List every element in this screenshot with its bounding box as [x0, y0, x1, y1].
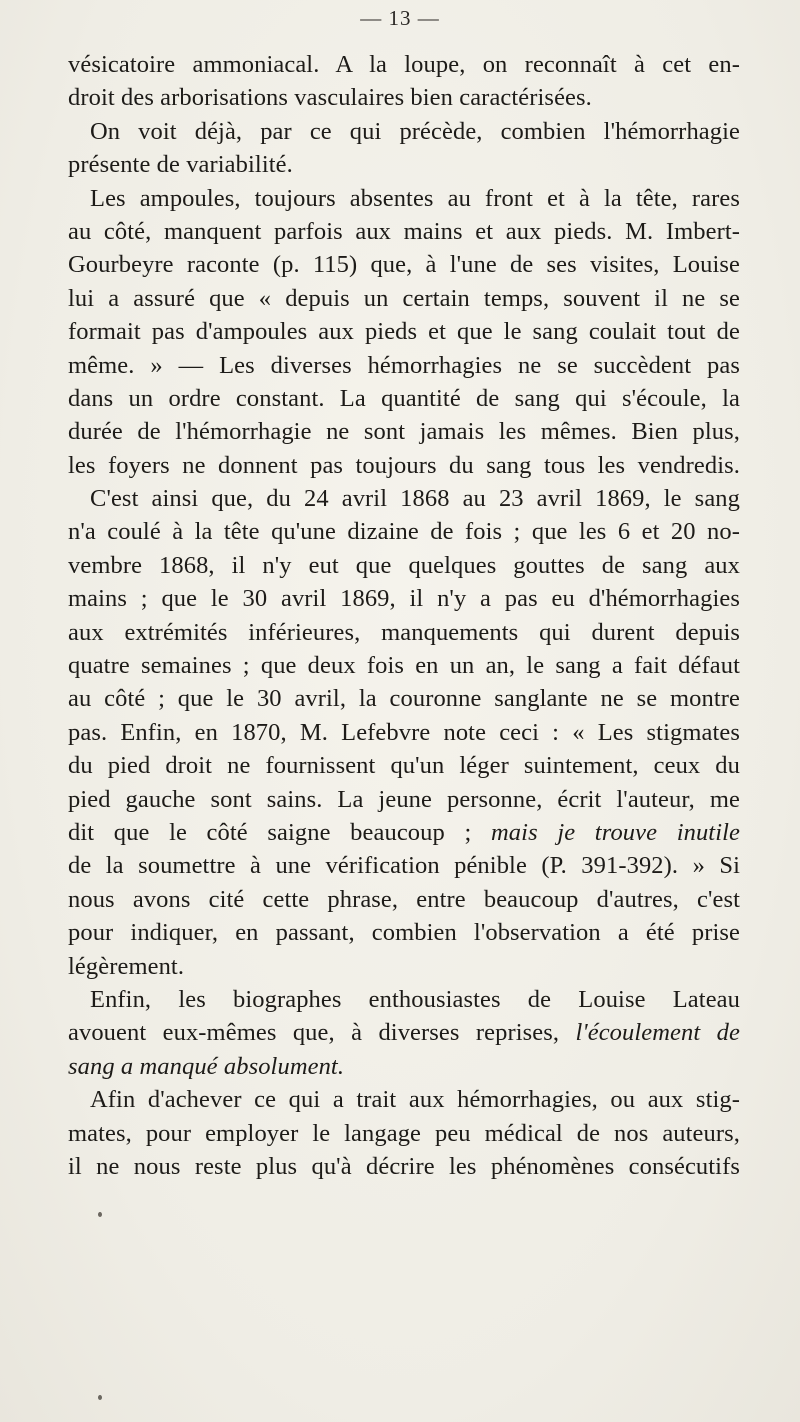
- text-line: dans un ordre constant. La quantité de sang qui s'écoule, la: [68, 384, 740, 412]
- text-line: C'est ainsi que, du 24 avril 1868 au 23 avril 1869, le sang: [90, 485, 740, 513]
- text-line: pied gauche sont sains. La jeune personne, écrit l'auteur, me: [68, 785, 740, 813]
- text-line: dit que le côté saigne beaucoup ; mais je trouve inutile: [68, 818, 741, 846]
- text-line: n'a coulé à la tête qu'une dizaine de fois ; que les 6 et 20 no-: [68, 518, 740, 546]
- text-line: pas. Enfin, en 1870, M. Lefebvre note ceci : « Les stigmates: [68, 718, 740, 746]
- text-line: les foyers ne donnent pas toujours du sang tous les vendredis.: [68, 451, 740, 479]
- text-line: de la soumettre à une vérification pénible (P. 391-392). » Si: [68, 852, 740, 880]
- text-line: présente de variabilité.: [68, 151, 293, 179]
- paper-speck: [98, 1395, 102, 1400]
- text-line: nous avons cité cette phrase, entre beaucoup d'autres, c'est: [68, 885, 740, 913]
- paper-speck: [98, 1212, 102, 1217]
- text-line: lui a assuré que « depuis un certain temps, souvent il ne se: [68, 284, 740, 312]
- body-text: [68, 48, 740, 1183]
- italic-phrase: mais je trouve inutile: [491, 818, 741, 846]
- text-line: vembre 1868, il n'y eut que quelques gouttes de sang aux: [68, 551, 740, 579]
- text-line: mains ; que le 30 avril 1869, il n'y a pas eu d'hémorrhagies: [68, 585, 740, 613]
- text-line: droit des arborisations vasculaires bien caractérisées.: [68, 84, 592, 112]
- text-line: On voit déjà, par ce qui précède, combien l'hémorrhagie: [90, 117, 740, 145]
- italic-phrase: sang a manqué absolument.: [68, 1052, 345, 1080]
- text-line: avouent eux-mêmes que, à diverses reprises, l'écoulement de: [68, 1019, 740, 1047]
- text-line: Gourbeyre raconte (p. 115) que, à l'une de ses visites, Louise: [68, 251, 740, 279]
- text-line: du pied droit ne fournissent qu'un léger suintement, ceux du: [68, 752, 740, 780]
- text-line: mates, pour employer le langage peu médical de nos auteurs,: [68, 1119, 740, 1147]
- text-line: [68, 1050, 740, 1083]
- italic-phrase: l'écoulement de: [575, 1019, 740, 1047]
- text-line: Afin d'achever ce qui a trait aux hémorrhagies, ou aux stig-: [90, 1086, 740, 1114]
- text-line: aux extrémités inférieures, manquements qui durent depuis: [68, 618, 740, 646]
- text-line: vésicatoire ammoniacal. A la loupe, on reconnaît à cet en-: [68, 51, 740, 78]
- text-line: même. » — Les diverses hémorrhagies ne se succèdent pas: [68, 351, 740, 379]
- text-line: Enfin, les biographes enthousiastes de Louise Lateau: [90, 985, 740, 1013]
- text-line: formait pas d'ampoules aux pieds et que le sang coulait tout de: [68, 318, 740, 346]
- text-line: Les ampoules, toujours absentes au front et à la tête, rares: [90, 184, 740, 212]
- text-line: durée de l'hémorrhagie ne sont jamais les mêmes. Bien plus,: [68, 418, 740, 446]
- text-line: au côté, manquent parfois aux mains et aux pieds. M. Imbert-: [68, 217, 740, 245]
- text-line: au côté ; que le 30 avril, la couronne sanglante ne se montre: [68, 685, 740, 713]
- text-line: pour indiquer, en passant, combien l'observation a été prise: [68, 919, 740, 947]
- text-line: quatre semaines ; que deux fois en un an, le sang a fait défaut: [68, 652, 740, 680]
- text-line: légèrement.: [68, 952, 185, 980]
- text-line: il ne nous reste plus qu'à décrire les phénomènes consécutifs: [68, 1152, 740, 1180]
- page-number: — 13 —: [360, 6, 440, 30]
